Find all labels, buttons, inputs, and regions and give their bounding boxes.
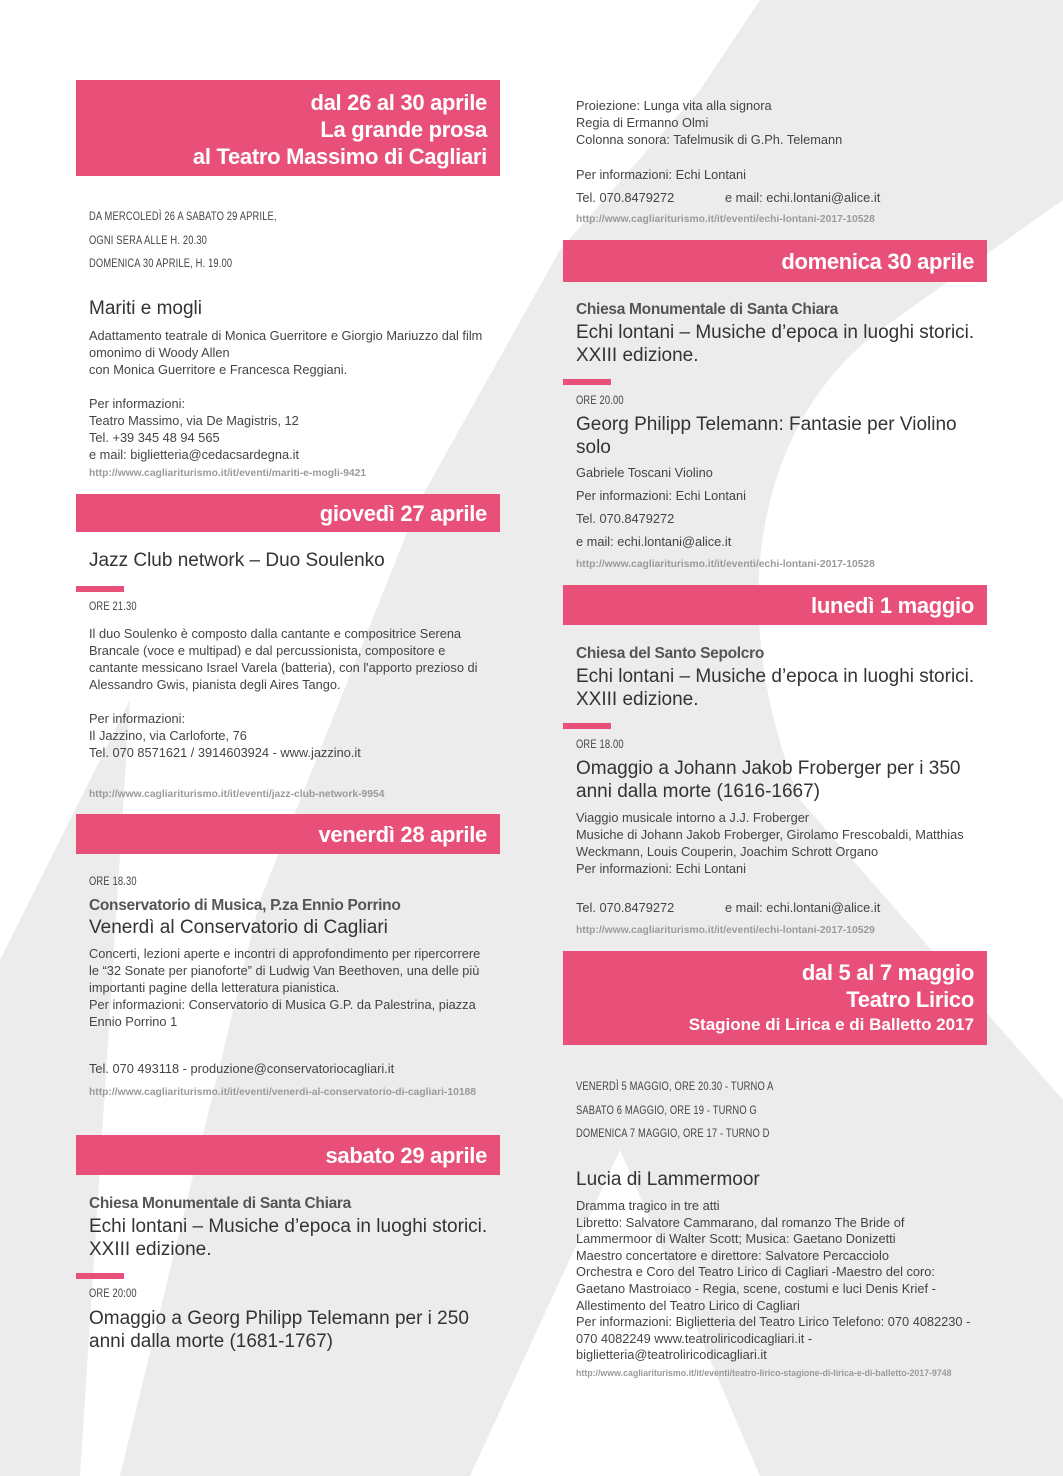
date-banner-28-april	[76, 814, 500, 854]
schedule-line: DA MERCOLEDÌ 26 A SABATO 29 APRILE,	[89, 209, 277, 223]
banner-date: sabato 29 aprile	[325, 1143, 487, 1168]
accent-bar	[563, 723, 611, 729]
event-venue: Chiesa Monumentale di Santa Chiara	[89, 1195, 351, 1212]
event-time: ORE 20.00	[576, 393, 624, 407]
event-contact: Tel. 070 493118 - produzione@conservatoriocagliari.it	[89, 1061, 395, 1076]
date-banner-27-april	[76, 494, 500, 532]
event-subtitle: Omaggio a Georg Philipp Telemann per i 250 anni dalla morte (1681-1767)	[89, 1308, 469, 1352]
event-description: Adattamento teatrale di Monica Guerritore e Giorgio Mariuzzo dal film omonimo di Woody Allen con Monica Guerritore e Francesca Reggiani. Per informazioni: Teatro Massimo, via De Magistris, 12 Tel. +39 345 48 94 565 e mail: biglietteria@cedacsardegna.it	[89, 328, 483, 462]
event-performer: Gabriele Toscani Violino	[576, 465, 713, 480]
schedule-line: SABATO 6 MAGGIO, ORE 19 - TURNO G	[576, 1103, 757, 1117]
event-title: Venerdì al Conservatorio di Cagliari	[89, 917, 388, 938]
event-description: Il duo Soulenko è composto dalla cantante e compositrice Serena Brancale (voce e multipad) e dal percussionista, compositore e cantante messicano Israel Varela (batteria), con l'apporto prezioso di Alessandro Gwis, pianista degli Aires Tango. Per informazioni: Il Jazzino, via Carloforte, 76 Tel. 070 8571621 / 3914603924 - www.jazzino.it	[89, 626, 478, 760]
date-banner-30-april	[563, 240, 987, 282]
banner-date: giovedì 27 aprile	[319, 501, 487, 526]
event-title: Jazz Club network – Duo Soulenko	[89, 550, 385, 571]
banner-title: La grande prosa	[320, 117, 487, 142]
event-link[interactable]: http://www.cagliariturismo.it/it/eventi/mariti-e-mogli-9421	[89, 468, 367, 479]
date-banner-26-30-april	[76, 80, 500, 176]
schedule-line: OGNI SERA ALLE H. 20.30	[89, 233, 208, 247]
event-link[interactable]: http://www.cagliariturismo.it/it/eventi/teatro-lirico-stagione-di-lirica-e-di-balletto-2017-9748	[576, 1368, 952, 1378]
event-phone: Tel. 070.8479272	[576, 511, 675, 526]
schedule-line: VENERDÌ 5 MAGGIO, ORE 20.30 - TURNO A	[576, 1079, 774, 1093]
event-time: ORE 18.00	[576, 737, 624, 751]
event-title: Echi lontani – Musiche d’epoca in luoghi storici. XXIII edizione.	[576, 322, 975, 366]
banner-subtitle: Stagione di Lirica e di Balletto 2017	[688, 1015, 974, 1034]
event-subtitle: Georg Philipp Telemann: Fantasie per Violino solo	[576, 414, 957, 458]
event-description: Dramma tragico in tre atti Libretto: Salvatore Cammarano, dal romanzo The Bride of Lammermoor di Walter Scott; Musica: Gaetano Donizetti Maestro concertatore e direttore: Salvatore Percacciolo Orchestra e Coro del Teatro Lirico di Cagliari -Maestro del coro: Gaetano Mastroiaco - Regia, scene, costumi e luci Denis Krief -Allestimento del Teatro Lirico di Cagliari Per informazioni: Biglietteria del Teatro Lirico Telefono: 070 4082230 - 070 4082249 www.teatroliricodicagliari.it - biglietteria@teatroliricodicagliari.it	[576, 1198, 971, 1363]
event-venue: Chiesa del Santo Sepolcro	[576, 645, 765, 662]
event-venue: Chiesa Monumentale di Santa Chiara	[576, 301, 838, 318]
event-title: Mariti e mogli	[89, 298, 202, 319]
event-time: ORE 20:00	[89, 1286, 137, 1300]
event-info: Per informazioni: Echi Lontani	[576, 488, 747, 503]
event-email: e mail: echi.lontani@alice.it	[725, 900, 881, 915]
event-title: Echi lontani – Musiche d’epoca in luoghi storici. XXIII edizione.	[576, 666, 975, 710]
event-description: Concerti, lezioni aperte e incontri di approfondimento per ripercorrere le “32 Sonate per pianoforte” di Ludwig Van Beethoven, una delle più importanti pagine della letteratura pianistica. Per informazioni: Conservatorio di Musica G.P. da Palestrina, piazza Ennio Porrino 1	[89, 946, 481, 1029]
date-banner-1-may	[563, 585, 987, 625]
banner-date: dal 26 al 30 aprile	[310, 90, 487, 115]
schedule-line: DOMENICA 7 MAGGIO, ORE 17 - TURNO D	[576, 1126, 770, 1140]
banner-title: Teatro Lirico	[846, 987, 974, 1012]
event-link[interactable]: http://www.cagliariturismo.it/it/eventi/jazz-club-network-9954	[89, 789, 385, 800]
event-title: Lucia di Lammermoor	[576, 1169, 760, 1190]
event-subtitle: Omaggio a Johann Jakob Froberger per i 350 anni dalla morte (1616-1667)	[576, 758, 961, 802]
event-time: ORE 18.30	[89, 874, 137, 888]
event-phone: Tel. 070.8479272	[576, 190, 675, 205]
event-description: Viaggio musicale intorno a J.J. Froberger Musiche di Johann Jakob Froberger, Girolamo Frescobaldi, Matthias Weckmann, Louis Couperin, Joachim Schrott Organo Per informazioni: Echi Lontani	[576, 810, 964, 876]
event-link[interactable]: http://www.cagliariturismo.it/it/eventi/echi-lontani-2017-10529	[576, 925, 875, 936]
event-venue: Conservatorio di Musica, P.za Ennio Porrino	[89, 897, 401, 914]
banner-date: venerdì 28 aprile	[318, 822, 487, 847]
banner-subtitle: al Teatro Massimo di Cagliari	[192, 144, 487, 169]
event-phone: Tel. 070.8479272	[576, 900, 675, 915]
date-banner-5-7-may	[563, 951, 987, 1045]
event-time: ORE 21.30	[89, 599, 137, 613]
event-title: Echi lontani – Musiche d’epoca in luoghi storici. XXIII edizione.	[89, 1216, 488, 1260]
banner-date: dal 5 al 7 maggio	[801, 960, 974, 985]
accent-bar	[76, 1273, 124, 1279]
event-email: e mail: echi.lontani@alice.it	[576, 534, 732, 549]
accent-bar	[563, 379, 611, 385]
event-link[interactable]: http://www.cagliariturismo.it/it/eventi/venerdi-al-conservatorio-di-cagliari-10188	[89, 1087, 476, 1098]
event-description: Proiezione: Lunga vita alla signora Regia di Ermanno Olmi Colonna sonora: Tafelmusik di G.Ph. Telemann	[576, 98, 843, 147]
banner-date: lunedì 1 maggio	[811, 593, 974, 618]
event-link[interactable]: http://www.cagliariturismo.it/it/eventi/echi-lontani-2017-10528	[576, 559, 875, 570]
event-email: e mail: echi.lontani@alice.it	[725, 190, 881, 205]
date-banner-29-april	[76, 1135, 500, 1175]
schedule-line: DOMENICA 30 APRILE, H. 19.00	[89, 256, 233, 270]
banner-date: domenica 30 aprile	[781, 249, 974, 274]
event-link[interactable]: http://www.cagliariturismo.it/it/eventi/echi-lontani-2017-10528	[576, 214, 875, 225]
event-info: Per informazioni: Echi Lontani	[576, 167, 747, 182]
accent-bar	[76, 586, 124, 592]
